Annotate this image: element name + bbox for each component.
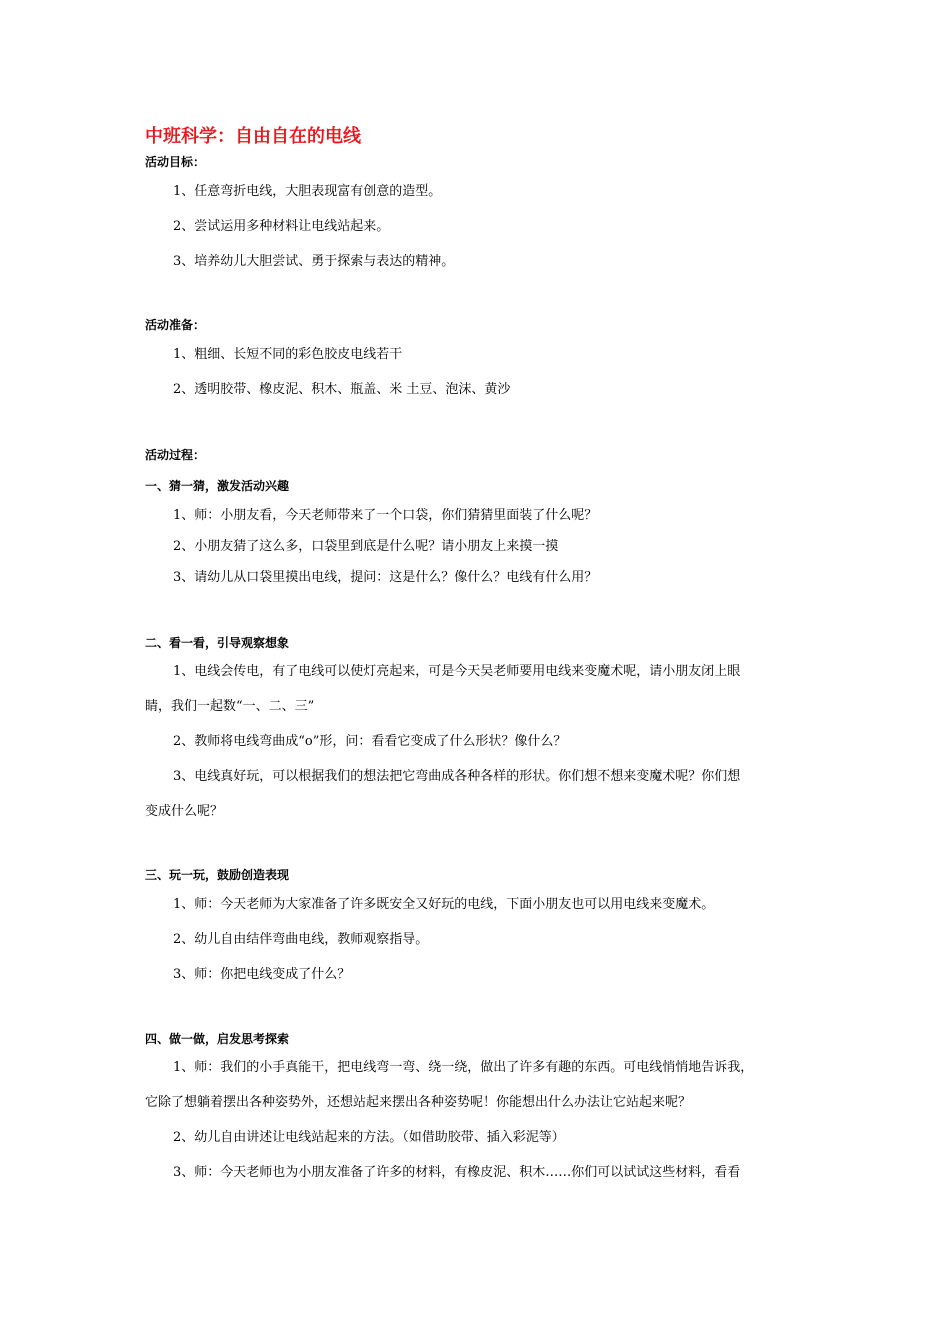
section-heading: 三、玩一玩，鼓励创造表现 xyxy=(145,868,290,882)
preparation-item: 2、透明胶带、橡皮泥、积木、瓶盖、米 土豆、泡沫、黄沙 xyxy=(173,382,511,397)
preparation-heading: 活动准备： xyxy=(145,318,206,332)
section-line: 1、师：小朋友看，今天老师带来了一个口袋，你们猜猜里面装了什么呢？ xyxy=(173,508,598,523)
section-line: 1、电线会传电，有了电线可以使灯亮起来，可是今天吴老师要用电线来变魔术呢，请小朋友闭上眼 xyxy=(173,664,741,679)
goals-heading: 活动目标： xyxy=(145,155,206,169)
section-line: 2、教师将电线弯曲成“o”形，问：看看它变成了什么形状？像什么？ xyxy=(173,734,567,749)
section-line: 3、师：你把电线变成了什么？ xyxy=(173,967,351,982)
section-line: 1、师：今天老师为大家准备了许多既安全又好玩的电线，下面小朋友也可以用电线来变魔术。 xyxy=(173,897,715,912)
section-line: 睛，我们一起数“一、二、三” xyxy=(145,699,315,714)
page-title: 中班科学：自由自在的电线 xyxy=(145,126,361,147)
section-line: 2、幼儿自由结伴弯曲电线，教师观察指导。 xyxy=(173,932,429,947)
section-heading: 一、猜一猜，激发活动兴趣 xyxy=(145,479,290,493)
section-line: 变成什么呢？ xyxy=(145,804,224,819)
goal-item: 3、培养幼儿大胆尝试、勇于探索与表达的精神。 xyxy=(173,254,455,269)
goal-item: 1、任意弯折电线，大胆表现富有创意的造型。 xyxy=(173,184,442,199)
section-line: 2、小朋友猜了这么多，口袋里到底是什么呢？请小朋友上来摸一摸 xyxy=(173,539,559,554)
goal-item: 2、尝试运用多种材料让电线站起来。 xyxy=(173,219,390,234)
section-heading: 四、做一做，启发思考探索 xyxy=(145,1032,290,1046)
section-heading: 二、看一看，引导观察想象 xyxy=(145,636,290,650)
section-line: 3、请幼儿从口袋里摸出电线，提问：这是什么？像什么？电线有什么用？ xyxy=(173,570,598,585)
section-line: 3、电线真好玩，可以根据我们的想法把它弯曲成各种各样的形状。你们想不想来变魔术呢？你们想 xyxy=(173,769,741,784)
section-line: 1、师：我们的小手真能干，把电线弯一弯、绕一绕，做出了许多有趣的东西。可电线悄悄地告诉我， xyxy=(173,1060,754,1075)
document-page xyxy=(145,0,810,1344)
section-line: 它除了想躺着摆出各种姿势外，还想站起来摆出各种姿势呢！你能想出什么办法让它站起来呢？ xyxy=(145,1095,692,1110)
section-line: 2、幼儿自由讲述让电线站起来的方法。（如借助胶带、插入彩泥等） xyxy=(173,1130,565,1145)
preparation-item: 1、粗细、长短不同的彩色胶皮电线若干 xyxy=(173,347,403,362)
section-line: 3、师：今天老师也为小朋友准备了许多的材料，有橡皮泥、积木……你们可以试试这些材料，看看 xyxy=(173,1165,741,1180)
process-heading: 活动过程： xyxy=(145,448,206,462)
